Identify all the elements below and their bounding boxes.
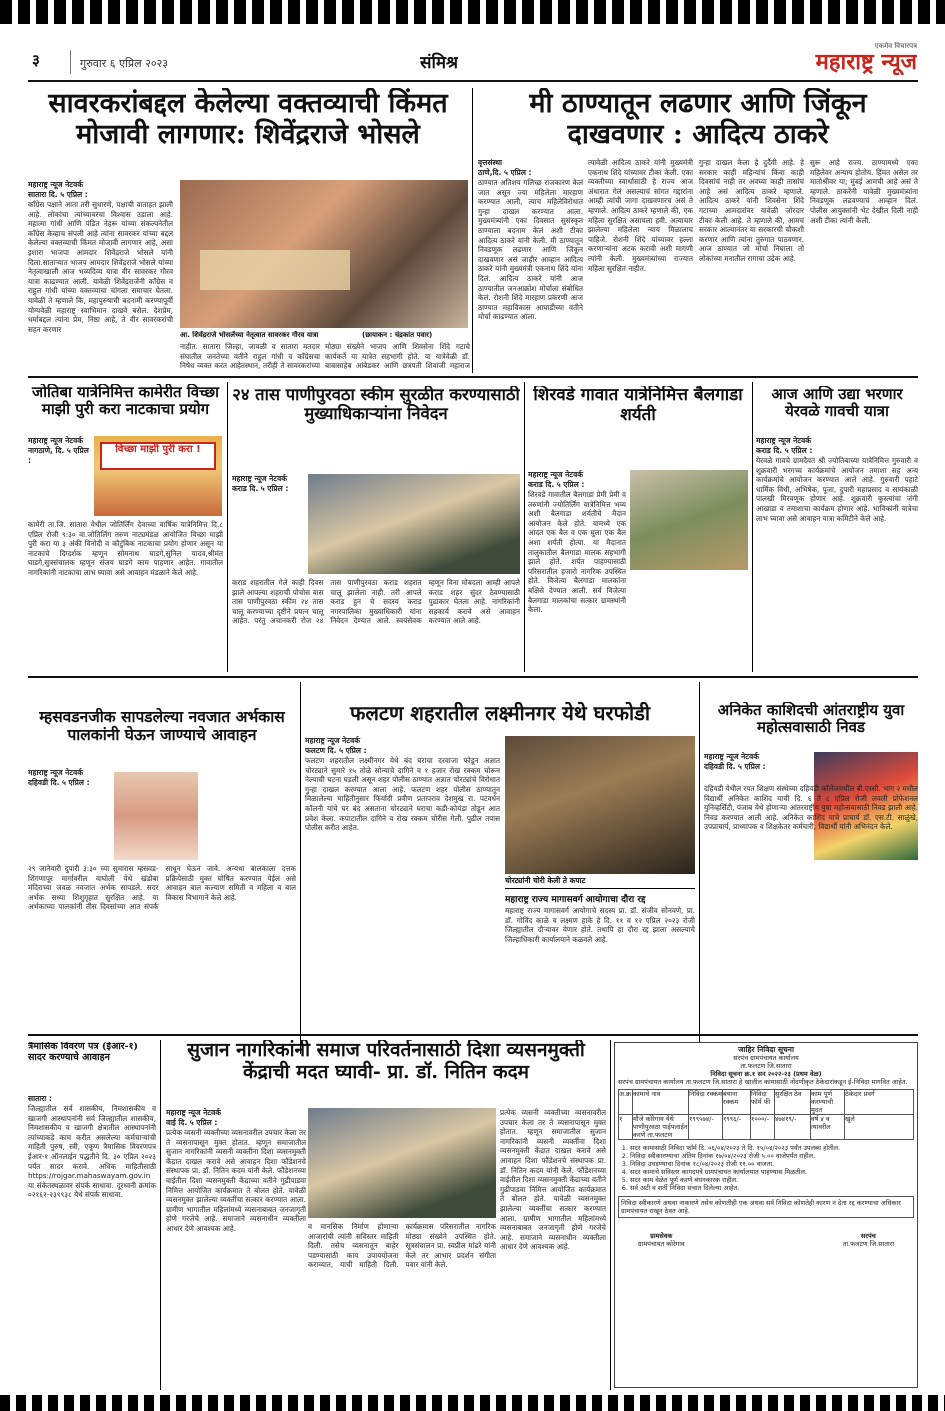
story9-byline: महाराष्ट्र न्यूज नेटवर्क <box>704 752 760 761</box>
story4-dateline: कराड दि. ५ एप्रिल : <box>232 484 289 493</box>
tender-condition: 2. निविदा स्वीकारण्याचा अंतिम दिनांक १७/०४/२०२३ रोजी ५.०० वाजेपर्यंत राहील. <box>630 1152 914 1160</box>
story5-byline: महाराष्ट्र न्यूज नेटवर्क <box>528 470 584 479</box>
tender-place: ता.फलटण जि.सातारा <box>740 1062 792 1070</box>
story9-body: दहिवडी येथील रयत शिक्षण संस्थेच्या दहिवडी कॉलेजमधील बी.एस्सी. भाग २ मधील विद्यार्थी अनिकेत काशिद याची दि. ६ ते ८ एप्रिल रोजी लवली प्रोफेशनल युनिव्हर्सिटी, पंजाब येथे होणाऱ्या आंतरराष्ट्रीय युवा महोत्सवासाठी निवड झाली आहे. निवड करण्यात आली आहे. अनिकेत काशिद याचे प्राचार्य डॉ. एस.टी. साळुंखे, उपप्राचार्य, प्राध्यापक व शिक्षकेतर कर्मचारी, विद्यार्थी यांनी अभिनंदन केले. <box>704 784 918 832</box>
tender-conditions <box>630 1144 914 1192</box>
tender-notice-no: निविदा सूचना क्र.१ सन २०२२-२३ (प्रथम वेळ) <box>710 1070 822 1078</box>
tender-condition: 1. सदर कामासाठी निविदा फॉर्म दि. ०६/०४/२०२३ ते दि. १५/०४/२०२३ पर्यंत उपलब्ध होतील. <box>630 1144 914 1152</box>
story11-column-1 <box>166 1108 306 1388</box>
story7-headline: म्हसवडनजीक सापडलेल्या नवजात अर्भकास पालकांनी घेऊन जाण्याचे आवाहन <box>39 708 285 744</box>
story1-column-1 <box>28 180 173 358</box>
story2-col3: गुन्हा दाखल केला हे दुर्दैवी आहे. हे सरकार काही महिन्यांचं किंवा काही दिवसांचं नाही तर अवघ्या काही तासांचं आहे असं आदित्य ठाकरे म्हणाले. आदित्य ठाकरे यांनी शिवसेना शिंदे गटाच्या आमदारांवर यावेळी जोरदार टीका केली आहे. ते म्हणाले की, आमचं सरकार आल्यानंतर या सरकारची चौकशी करणार आणि त्यांना तुरुंगात पाठवणार. आज ठाण्यात जो मोर्चा निघाला तो लोकांच्या मनातील रागाचा उद्रेक आहे. <box>699 158 804 263</box>
header-divider <box>70 50 71 74</box>
registration-bar-top <box>0 0 945 24</box>
story3-dateline: नागठाणे, दि. ५ एप्रिल : <box>28 446 89 465</box>
story3-lead <box>28 436 90 516</box>
story2-column-1 <box>478 158 583 373</box>
tender-cell: १९९६/- <box>723 1115 751 1139</box>
tender-condition: 5. सदर काम वेळेत पूर्ण करणे बंधनकारक राहील. <box>630 1176 914 1184</box>
story4-photo <box>308 474 520 574</box>
story1-body-3: मोठ्या संख्येने भाजप आणि शिवसेना शिंदे गटाचे कार्यकर्ते या यात्रेत सहभागी होते. या यात्रेवेळी डॉ. बाबासाहेब आंबेडकर आणि छत्रपती शिवाजी महाराज <box>325 342 470 370</box>
story11-headline: सुजान नागरिकांनी समाज परिवर्तनासाठी दिशा व्यसनमुक्ती केंद्राची मदत घ्यावी- प्रा. डॉ. नितिन कदम <box>187 1040 585 1083</box>
story1-body-2: नाहीत. सातारा जिल्हा, जावळी व सातारा मतदार संघातील जनतेच्या वतीने राहुल गांधी व काँग्रेसचा निषेध व्यक्त करत आहेतस्थान, तरीही ते सावरकरांच्या <box>180 342 320 370</box>
tender-cell: १ <box>619 1115 633 1139</box>
story2-col4: सुरू आहे राज्य. ठाण्यामध्ये एका महिलेवर अन्याय होतोय. हिंमत असेल तर मातोश्रीवर या; मुंबई आमची आहे असं ते म्हणाले. ठाकरेंनी यावेळी मुख्यमंत्र्यांना निवडणूक लढवण्याचं आव्हान दिलं. पोलीस आयुक्तांनी भेट देखील दिली नाही अशी टीका त्यांनी केली. <box>810 158 918 225</box>
column-rule <box>524 382 525 672</box>
story4-lead <box>232 474 304 554</box>
story7-dateline: दहिवडी दि. ५ एप्रिल : <box>28 778 90 787</box>
tender-col: निविदा फॉर्म फी <box>751 1090 775 1115</box>
story10-column <box>28 1094 156 1389</box>
story8-body: फलटण शहरातील लक्ष्मीनगर येथे बंद घराचा दरवाजा फोडून अज्ञात चोरट्याने सुमारे १५ तोळे सोन्याचे दागिने व १ हजार रोख रक्कम चोरून नेल्याची घटना घडली असून शहर पोलीस ठाण्यात अज्ञात चोरट्यांचे विरोधात गुन्हा दाखल करण्यात आला आहे. फलटण शहर पोलीस ठाण्यातून मिळालेल्या माहितीनुसार फिर्यादी प्रवीण प्रतापराव देशमुख रा. पटवर्धन कॉलनी यांचे घर बंद असताना चोरट्याने घराचा कडी-कोयंडा तोडून आत प्रवेश केला. कपाटातील दागिने व रोख रक्कम चोरीस गेली. पुढील तपास पोलीस करीत आहेत. <box>305 756 500 833</box>
column-rule <box>752 382 753 672</box>
story3-byline: महाराष्ट्र न्यूज नेटवर्क <box>28 436 84 445</box>
tender-col: बयाना रक्कम <box>723 1090 751 1115</box>
tender-table <box>618 1089 914 1140</box>
story5-body: शिरवडे गावातील बैलगाडा प्रेमी प्रेमी व तरुणांनी ज्योतिर्लिंग यात्रेनिमित्त भव्य अशी बैलगाडा शर्यतीचे मैदान आयोजन केले होते. यामध्ये एक आदत एक बैल व एक घुला एक बैल अशा शर्यती होत्या. या मैदानात तालुकातील बैलगाडा मालक सहभागी झाले होते. शर्यत पाहण्यासाठी परिसरातील हजारो नागरिक उपस्थित होते. विजेत्या बैलगाडा मालकांना बक्षिसे देण्यात आली. सर्व विजेत्या बैलगाडा मालकांचा सत्कार ग्रामस्थांनी केला. <box>528 490 626 615</box>
tender-col: काम पूर्ण करण्याची मुदत <box>811 1090 845 1115</box>
tender-intro: सरपंच ग्रामपंचायत कार्यालय ता.फलटण जि.सातारा हे खालील कामासाठी नोंदणीकृत ठेकेदारांकडून ई-निविदा मागवित आहेत. <box>618 1078 908 1086</box>
story8-caption: चोरट्यांनी चोरी केली ते कपाट <box>505 876 586 885</box>
header-rule <box>28 80 918 82</box>
tender-cell: खुले <box>845 1115 855 1123</box>
sub-rule <box>505 888 695 889</box>
story11-body-2: व मानसिक निर्माण होणाऱ्या आजारांची त्यांनी सविस्तर माहिती दिली. तसेच व्यसनातून बाहेर पडण्यासाठी काय उपाययोजना कराव्यात, याची माहिती दिली. कार्यक्रमास परिसरातील नागरिक मोठ्या संख्येने उपस्थित होते. सूत्रसंचालन प्रा. स्वप्नील मांढरे यांनी केले तर आभार प्रदर्शन संगीता पवार यांनी केले. <box>308 1222 496 1270</box>
story7-lead <box>28 768 110 808</box>
tender-cell: १०००/- <box>751 1115 775 1139</box>
story4-body: कराड शहरातील गेले काही दिवस झाले आपल्या शहराची पोचोस वास तास पाणीपुरवठा स्कीम २४ तास चालू करण्याच्या दृष्टीने प्रयत्न चालू आहेत. परंतु अचानकरी रोज २४ तास पाणीपुरवठा कराड शहरात चालू झालेला नाही. तरी आपले कराड हुन चे सदस्य कराड नगरपालिका मुख्याधिकारी यांना निवेदन देण्यात आले. स्वयंसेवक म्हणून विना मोबदला आम्ही आपले कराड शहर सुंदर ठेवण्यासाठी पुढाकार घेतला आहे. नागरिकांनी सहकार्य करावे असे आवाहन करण्यात आले आहे. <box>232 578 520 626</box>
signature-right-title: सरपंच <box>860 1232 876 1240</box>
column-rule <box>472 88 473 373</box>
signature-right-org: ता.फलटण जि.सातारा <box>842 1240 894 1248</box>
story9-headline: अनिकेत काशिदची आंतराष्ट्रीय युवा महोत्सवासाठी निवड <box>717 702 905 737</box>
brand-name: महाराष्ट्र न्यूज <box>815 50 917 75</box>
banner-graphic <box>200 250 350 290</box>
story1-dateline: सातारा दि. ५ एप्रिल : <box>28 190 88 199</box>
tender-title: जाहिर निविदा सूचना <box>738 1045 794 1054</box>
issue-date: गुरुवार ६ एप्रिल २०२३ <box>80 57 168 70</box>
story1-body: काँग्रेस पक्षाने आता तरी सुधारणे, पक्षाची वाताहत झाली आहे. लोकांचा त्यांच्यावरचा विश्वास उडाला आहे. महात्मा गांधी आणि पंडित नेहरू यांच्या संकल्पनेतील काँग्रेस केव्हाच संपली आहे त्यांना सावरकर यांच्या बद्दल केलेल्या वक्तव्याची किंमत मोजावी लागणार आहे, असा इशारा भाजपा आमदार शिवेंद्रराजे भोसले यांनी दिला.साताऱ्यात भाजप आमदार शिवेंद्रराजे भोसले यांच्या नेतृत्वाखाली आज भव्यदिव्य यात्रा वीर सावरकर गौरव यात्रा काढण्यात आली. यावेळी शिवेंद्रराजेंनी काँग्रेस व राहुल गांधी यांच्या वक्तव्याचा चांगला समाचार घेतला. यावेळी ते म्हणाले कि, महापुरुषाची बदनामी करण्यापूर्वी योग्यवेळी महाराष्ट्र स्वाभिमान दाखवे बसेल. देशप्रेम, धर्माबद्दल त्यांना प्रेम, निष्ठा आहे, ते वीर सावरकरांची सहन करणार <box>28 200 173 334</box>
story3-headline: जोतिबा यात्रेनिमित्त कामेरीत विच्छा माझी पुरी करा नाटकाचा प्रयोग <box>32 384 219 419</box>
tender-col: अ.क्र <box>619 1090 633 1115</box>
story10-body: जिल्ह्यातील सर्व शासकीय, निमशासकीय व खाजगी आस्थापनांनी सर्व जिल्ह्यातील शासकीय, निमशासकीय व खाजगी क्षेत्रातील आस्थापनांनी त्यांच्याकडे काम करीत असलेल्या कर्मचाऱ्यांची माहिती पुरुष, स्त्री, एकूण त्रैमासिक विवरणपत्र ईआर-१ ऑनलाईन पद्धतीने दि. ३० एप्रिल २०२३ पर्यंत सादर करावे. अधिक माहितीसाठी https://rojgar.mahaswayam.gov.in या संकेतस्थळावर संपर्क साधावा. दूरध्वनी क्रमांक ०२१६२-२३९९३८ येथे संपर्क साधावा. <box>28 1104 156 1200</box>
story8-dateline: फलटण दि. ५ एप्रिल : <box>305 746 367 755</box>
signature-left-title: ग्रामसेवक <box>650 1232 673 1240</box>
tender-notice <box>614 1042 918 1388</box>
signature-left <box>638 1232 685 1248</box>
story7-byline: महाराष्ट्र न्यूज नेटवर्क <box>28 768 84 777</box>
story1-credit: (छायाकन : चंद्रकांत पवार) <box>362 331 433 339</box>
story8-headline: फलटण शहरातील लक्ष्मीनगर येथे घरफोडी <box>349 702 651 725</box>
story2-dateline: ठाणे,दि. ५ एप्रिल : <box>478 168 532 177</box>
masthead <box>722 42 917 75</box>
poster-title: विच्छा माझी पुरी करा ! <box>100 442 216 470</box>
signature-right <box>843 1232 894 1248</box>
tender-org: सरपंच ग्रामपंचायत कार्यालय <box>733 1054 799 1062</box>
story11-body-3: प्रत्येक व्यसनी व्यक्तीच्या व्यसनावरील उपचार केला तर ते व्यसनापासून मुक्त होतात. म्हणून समाजातील सुजान नागरिकांनी व्यसनी व्यक्तींना दिशा व्यसनमुक्ती केंद्रात दाखल करावे असे आवाहन दिशा फौंडेशनचे संस्थापक प्रा. डॉ. नितिन कदम यांनी केले. फौंडेशनच्या वाईतील दिशा व्यसनमुक्ती केंद्राच्या वतीने गुढीपाडवा निमित्त आयोजित कार्यक्रमात ते बोलत होते. यावेळी व्यसनमुक्त झालेल्या व्यक्तींचा सत्कार करण्यात आला. ग्रामीण भागातील महिलांमध्ये व्यसनाबाबत जनजागृती होणे गरजेचे आहे. समाजाने व्यसनाधीन व्यक्तीला आधार देणे आवश्यक आहे. <box>500 1108 606 1252</box>
section-rule <box>28 676 918 678</box>
story8-sub-headline: महाराष्ट्र राज्य मागासवर्ग आयोगाचा दौरा रद्द <box>505 895 646 905</box>
tender-col: कामाचे नाव <box>633 1090 689 1115</box>
story8-sub-body: महाराष्ट्र राज्य मागासवर्ग आयोगाचे सदस्य प्रा. डॉ. संजीव सोनवणे, प्रा. डॉ. गोविंद काळे व लक्ष्मण हाके हे दि. ११ व १२ एप्रिल २०२३ रोजी जिल्ह्यातील दौऱ्यावर येणार होते. तथापि हा दौरा रद्द झाला असल्याचे जिल्हाधिकारी कार्यालयाने कळवले आहे. <box>505 906 695 944</box>
story5-photo <box>630 470 748 570</box>
tender-note: निविदा स्वीकारणे अथवा नाकारणे तसेच कोणतीही एक अथवा सर्व निविदा कोणतेही कारण न देता रद्द करण्याचा अधिकार ग्रामपंचायत राखून ठेवत आहे. <box>618 1196 914 1218</box>
column-rule <box>699 682 700 1054</box>
column-rule <box>160 1040 161 1390</box>
story2-col2: त्यावेळी आदित्य ठाकरे यांनी मुख्यमंत्री एकनाथ शिंदे यांच्यावर टीका केली. एका व्यक्तीच्या स्वार्थासाठी हे राज्य आज अंधारात गेलं असल्याचं सांगत गद्दारांना आम्ही त्यांची जागा दाखवणारच असं ते म्हणाले. आदित्य ठाकरे म्हणाले की, एक महिला सुरक्षित असायला हवी. अत्याचार झालेल्या महिलेला न्याय मिळालाच पाहिजे. रोशनी शिंदे यांच्यावर हल्ला करणाऱ्यांना अटक करावी अशी मागणी त्यांनी केली. मुख्यमंत्र्यांच्या राज्यात महिला सुरक्षित नाहीत. <box>588 158 693 273</box>
story5-dateline: कराड दि. ५ एप्रिल : <box>528 480 585 489</box>
story3-body: कामेरी ता.जि. सातारा येथील जोतिर्लिंग देवाच्या वार्षिक यात्रेनिमित्त दि.८ एप्रिल रोजी ९:३० वा.जोतिलिंग तरुण नाट्यमंडळ आयोजित विच्छा माझी पुरी करा या ३ अंकी विनोदी व कौटुंबिक नाटकाचा प्रयोग होणार असून या नाटकाचे दिग्दर्शक म्हणून सोमनाथ घाडगे,सुनिल यादव,श्रीमंत घाडगे,सुत्रसंचालक म्हणून संजय घाडगे काम पाहणार आहेत. गावातील नागरिकांनी नाटकाचा लाभ घ्यावा असे आवाहन मंडळाने केले आहे. <box>28 520 223 577</box>
tender-cell: १९९५७४/- <box>689 1115 723 1139</box>
story11-dateline: वाई दि. ५ एप्रिल : <box>166 1118 218 1127</box>
story2-headline: मी ठाण्यातून लढणार आणि जिंकून दाखवणार : आदित्य ठाकरे <box>529 88 867 151</box>
story1-photo <box>180 180 468 328</box>
tender-cell: मौजे कोरेगाव येथे पाणीपुरवठा पाईपलाईन करणे ता.फलटण <box>633 1115 688 1139</box>
tender-condition: 6. सर्व अटी व शर्ती निविदा संचात दिलेल्या आहेत. <box>630 1184 914 1192</box>
story11-body: प्रत्येक व्यसनी व्यक्तीच्या व्यसनावरील उपचार केला तर ते व्यसनापासून मुक्त होतात. म्हणून समाजातील सुजान नागरिकांनी व्यसनी व्यक्तींना दिशा व्यसनमुक्ती केंद्रात दाखल करावे असे आवाहन दिशा फौंडेशनचे संस्थापक प्रा. डॉ. नितिन कदम यांनी केले. फौंडेशनच्या वाईतील दिशा व्यसनमुक्ती केंद्राच्या वतीने गुढीपाडवा निमित्त आयोजित कार्यक्रमात ते बोलत होते. यावेळी व्यसनमुक्त झालेल्या व्यक्तींचा सत्कार करण्यात आला. ग्रामीण भागातील महिलांमध्ये व्यसनाबाबत जनजागृती होणे गरजेचे आहे. समाजाने व्यसनाधीन व्यक्तीला आधार देणे आवश्यक आहे. <box>166 1128 306 1233</box>
story6-column <box>756 436 918 672</box>
story6-headline: आज आणि उद्या भरणार येरवळे गावची यात्रा <box>771 386 903 421</box>
column-rule <box>300 682 301 1054</box>
story6-byline: महाराष्ट्र न्यूज नेटवर्क <box>756 436 812 445</box>
story9-dateline: दहिवडी दि. ५ एप्रिल : <box>704 762 766 771</box>
registration-bar-bottom <box>0 1395 945 1411</box>
story3-poster <box>94 436 222 516</box>
tender-signatures <box>618 1232 914 1248</box>
brand-tagline: एकमेव विचारपत्र <box>874 42 917 50</box>
column-rule <box>610 1040 611 1390</box>
signature-left-org: ग्रामपंचायत कोरेगाव <box>638 1240 685 1248</box>
tender-condition: 4. सदर कामाचे सविस्तर कागदपत्रे ग्रामपंचायत कार्यालयात पाहण्यास मिळतील. <box>630 1168 914 1176</box>
section-rule <box>28 1034 918 1036</box>
story1-byline: महाराष्ट्र न्यूज नेटवर्क <box>28 180 84 189</box>
story1-headline: सावरकरांबद्दल केलेल्या वक्तव्याची किंमत मोजावी लागणार: शिवेंद्रराजे भोसले <box>48 88 448 151</box>
section-name: संमिश्र <box>420 53 459 73</box>
story10-dateline: सातारा : <box>28 1094 52 1103</box>
story2-byline: वृत्तसंस्था <box>478 158 502 167</box>
story11-photo <box>308 1108 496 1218</box>
story8-column-1 <box>305 736 500 871</box>
story10-headline: त्रैमासिक विवरण पत्र (ईआर-१) सादर करण्याचे आवाहन <box>28 1042 139 1063</box>
page-number: ३ <box>32 51 40 69</box>
story11-byline: महाराष्ट्र न्यूज नेटवर्क <box>166 1108 222 1117</box>
story4-headline: २४ तास पाणीपुरवठा स्कीम सुरळीत करण्यासाठी मुख्याधिकाऱ्यांना निवेदन <box>232 386 520 423</box>
story6-body: येरवळे गावचे ग्रामदैवत श्री ज्योतिबाच्या यात्रेनिमित्त गुरुवारी व शुक्रवारी भरगच्च कार्यक्रमांचे आयोजन तमाशा सह अन्य कार्यक्रमांचे आयोजन करण्यात आले आहे. गुरुवारी पहाटे धार्मिक विधी, अभिषेक, पूजा, दुपारी महाप्रसाद व सायंकाळी पालखी मिरवणूक होणार आहे. शुक्रवारी कुस्त्यांचा जंगी आखाडा व तमाशाचा कार्यक्रम होणार आहे. भाविकांनी यात्रेचा लाभ घ्यावा असे आवाहन यात्रा कमिटीने केले आहे. <box>756 456 918 523</box>
story2-col1: ठाण्यात अतिशय गलिच्छ राजकारण केलं जात असून ज्या महिलेला मारहाण करण्यात आली, त्याच महिलेविरोधात गुन्हा दाखल करण्यात आला. मुख्यमंत्र्यांनी एका दिवसात सुसंस्कृत ठाण्याला बदनाम केलं अशी टीका आदित्य ठाकरे यांनी केली. मी ठाण्यातून निवडणूक लढणार आणि जिंकून दाखवणार असं जाहीर आव्हान आदित्य ठाकरे यांनी मुख्यमंत्री एकनाथ शिंदे यांना दिलं. आदित्य ठाकरे यांनी आज ठाण्यातील जनआक्रोश मोर्चाला संबोधित केलं. रोशनी शिंदे मारहाण प्रकरणी आज ठाण्यात महाविकास आघाडीच्या वतीने मोर्चा काढण्यात आला. <box>478 178 583 322</box>
tender-cell: वर्ष ४ व त्यावरील <box>811 1115 845 1139</box>
tender-condition: 3. निविदा उघडण्याचा दिनांक १८/०४/२०२३ रोजी ११.०० वाजता. <box>630 1160 914 1168</box>
tender-col: ठेकेदार प्रवर्ग <box>845 1090 913 1115</box>
story1-caption: आ. शिवेंद्रराजे भोसलेंच्या नेतृत्वात सावरकर गौरव यात्रा <box>180 331 319 339</box>
story8-byline: महाराष्ट्र न्यूज नेटवर्क <box>305 736 361 745</box>
story7-body: २९ जानेवारी दुपारी ३:३० च्या सुमारास म्हसवड- शिंगणापूर मार्गावरील वाघोली येथे खंडोबा मंदिराच्या जवळ नवजात अर्भक सापडले. सदर अर्भक सध्या शिशुगृहात सुरक्षित आहे. या अर्भकाच्या पालकांनी तीस दिवसांच्या आत संपर्क साधून घेऊन जावे. अन्यथा बालकाला दत्तक प्रक्रियेसाठी मुक्त घोषित करण्यात येईल असे आवाहन बाल कल्याण समिती व महिला व बाल विकास विभागाने केले आहे. <box>28 864 296 912</box>
story8-photo <box>505 736 695 874</box>
tender-cell: ४७४१९/- <box>775 1115 811 1139</box>
column-rule <box>227 382 228 672</box>
story6-dateline: कराड दि. ५ एप्रिल : <box>756 446 813 455</box>
section-rule <box>28 376 918 378</box>
tender-col: निविदा रक्कम <box>689 1090 723 1115</box>
story5-headline: शिरवडे गावात यात्रेनिमित्त बैलगाडा शर्यती <box>533 386 743 425</box>
story4-byline: महाराष्ट्र न्यूज नेटवर्क <box>232 474 288 483</box>
story7-photo <box>114 772 198 860</box>
tender-col: सुरक्षित ठेव <box>775 1090 811 1115</box>
